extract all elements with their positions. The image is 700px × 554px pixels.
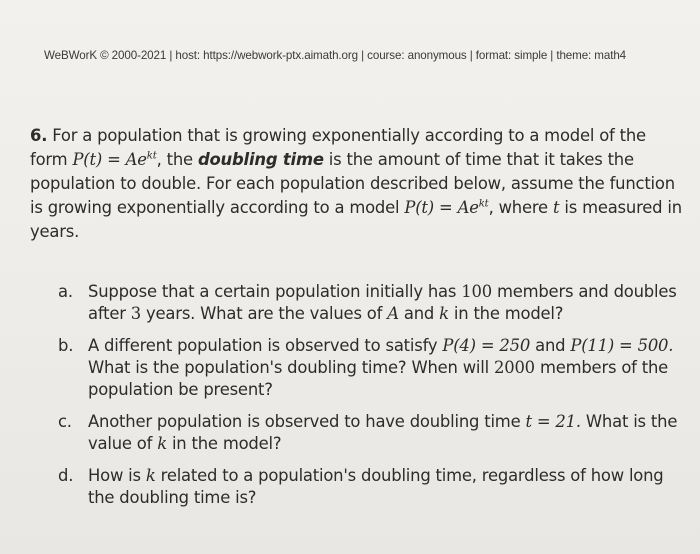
model-rhs-exponent-2: kt <box>478 198 489 210</box>
part-a-marker: a. <box>58 282 73 301</box>
model-rhs <box>126 150 157 169</box>
model-lhs: P(t) <box>72 150 103 169</box>
part-d-marker: d. <box>58 466 74 485</box>
part-a <box>58 281 684 325</box>
part-a-text-3: years. What are the values of <box>146 304 383 323</box>
part-c-text-2: What is the value of <box>88 412 678 453</box>
part-b-marker: b. <box>58 336 74 355</box>
model-rhs-base: Ae <box>125 150 147 169</box>
part-a-years: 3 <box>130 304 142 323</box>
variable-t: t <box>552 198 560 217</box>
model-rhs-2 <box>458 198 489 217</box>
intro-text-5: is measured in years. <box>30 198 682 241</box>
part-b-text-1: A different population is observed to satisfy <box>88 336 438 355</box>
problem-number: 6. <box>30 126 48 145</box>
intro-text-4: , where <box>488 198 548 217</box>
part-b-text-4: members of the population be present? <box>88 358 669 399</box>
problem-statement <box>30 124 682 244</box>
intro-text-1: For a population that is growing exponentially according to a model of the form <box>30 126 646 169</box>
intro-text-3: is the amount of time that it takes the population to double. For each population described below, assume the function is growing exponentially according to a model <box>30 150 675 217</box>
part-b-text-2: and <box>535 336 566 355</box>
part-a-text-1: Suppose that a certain population initially has <box>88 282 457 301</box>
part-d-text-1: How is <box>88 466 141 485</box>
part-a-initial-members: 100 <box>461 282 492 301</box>
problem-parts-list <box>58 281 684 519</box>
equals-sign: = <box>107 150 121 169</box>
part-b-text-3: What is the population's doubling time? When will <box>88 358 489 377</box>
part-a-text-4: and <box>403 304 435 323</box>
part-a-text-2: members and doubles after <box>88 282 677 323</box>
part-a-var-k: k <box>439 304 449 323</box>
part-c-marker: c. <box>58 412 72 431</box>
model-lhs-2: P(t) <box>404 198 434 217</box>
part-b-condition-2: P(11) = 500. <box>570 336 674 355</box>
part-c <box>58 411 684 455</box>
part-d <box>58 465 684 509</box>
part-b-condition-1: P(4) = 250 <box>442 336 531 355</box>
doubling-time-term: doubling time <box>197 150 324 169</box>
part-d-var-k: k <box>145 466 156 485</box>
part-b-member-count: 2000 <box>494 358 535 377</box>
intro-text-2: , the <box>156 150 193 169</box>
equals-sign-2: = <box>439 198 453 217</box>
part-c-text-1: Another population is observed to have doubling time <box>88 412 521 431</box>
part-a-text-5: in the model? <box>453 304 564 323</box>
model-rhs-base-2: Ae <box>457 198 479 217</box>
part-d-text-2: related to a population's doubling time, regardless of how long the doubling time is? <box>88 466 664 507</box>
part-c-doubling-time: t = 21. <box>525 412 581 431</box>
model-rhs-exponent: kt <box>146 150 157 162</box>
part-b <box>58 335 684 401</box>
part-a-var-a: A <box>387 304 399 323</box>
webwork-footer: WeBWorK © 2000-2021 | host: https://webwork-ptx.aimath.org | course: anonymous | format: simple | theme: math4 <box>44 49 627 62</box>
part-c-var-k: k <box>157 434 167 453</box>
part-c-text-3: in the model? <box>171 434 282 453</box>
